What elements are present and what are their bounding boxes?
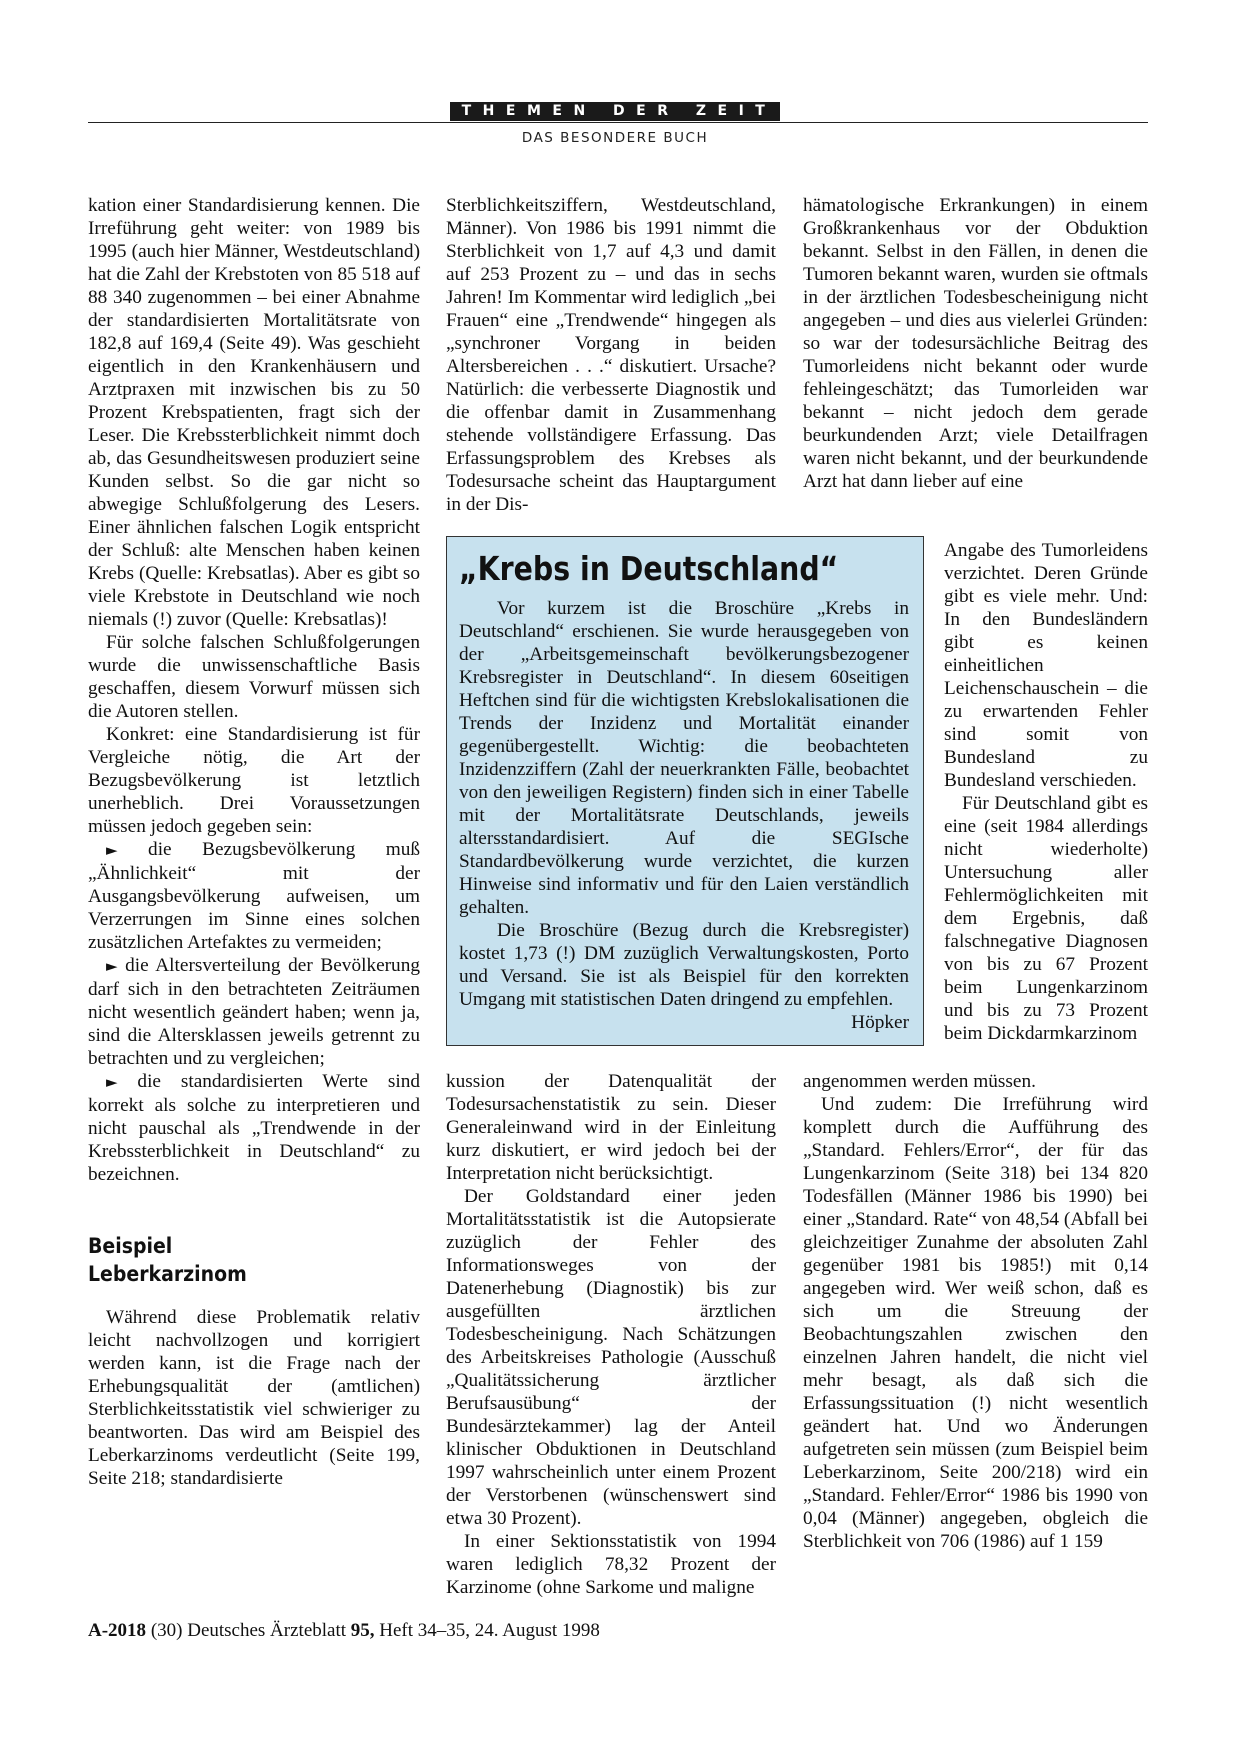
col1-bullet-1	[88, 838, 420, 954]
col2-paragraph-top: Sterblichkeitsziffern, Westdeutschland, Männer). Von 1986 bis 1991 nimmt die Sterblichkeit von 1,7 auf 4,3 und damit auf 253 Prozent zu – und das in sechs Jahren! Im Kommentar wird lediglich „bei Frauen“ eine „Trendwende“ hingegen als „synchroner Vorgang in beiden Altersbereichen . . .“ diskutiert. Ursache? Natürlich: die verbesserte Diagnostik und die offenbar damit in Zusammenhang stehende vollständigere Erfassung. Das Erfassungsproblem des Krebses als Todesursache scheint das Hauptargument in der Dis-	[446, 195, 776, 515]
bullet-text-1: die Bezugsbevölkerung muß „Ähnlichkeit“ mit der Ausgangsbevölkerung aufweisen, um Verzerrungen im Sinne eines solchen zusätzlichen Artefaktes zu vermeiden;	[88, 839, 420, 953]
bullet-text-3: die standardisierten Werte sind korrekt als solche zu interpretieren und nicht pauschal als „Trendwende in der Krebssterblichkeit in Deutschland“ zu bezeichnen.	[88, 1071, 420, 1185]
column-1	[88, 194, 420, 1490]
section-title: THEMEN DER ZEIT	[450, 102, 780, 121]
column-3-top	[803, 194, 1148, 493]
bullet-triangle-icon: ►	[106, 841, 118, 859]
col3-paragraph-continuation: angenommen werden müssen.	[803, 1071, 1036, 1092]
box-title: „Krebs in Deutschland“	[459, 549, 839, 588]
col1-paragraph-1: kation einer Standardisierung kennen. Die Irreführung geht weiter: von 1989 bis 1995 (auch hier Männer, Westdeutschland) hat die Zahl der Krebstoten von 85 518 auf 88 340 zugenommen – bei einer Abnahme der standardisierten Mortalitätsrate von 182,8 auf 169,4 (Seite 49). Was geschieht eigentlich in den Krankenhäusern und Arztpraxen mit inzwischen bis zu 50 Prozent Krebspatienten, fragt sich der Leser. Die Krebssterblichkeit nimmt doch ab, das Gesundheitswesen produziert seine Kunden selbst. So die gar nicht so abwegige Schlußfolgerung des Lesers. Einer ähnlichen falschen Logik entspricht der Schluß: alte Menschen haben keinen Krebs (Quelle: Krebsatlas). Aber es gibt so viele Krebstote in Deutschland wie noch niemals (!) zuvor (Quelle: Krebsatlas)!	[88, 195, 420, 630]
column-2-top	[446, 194, 776, 516]
subheading: Beispiel Leberkarzinom	[88, 1234, 247, 1286]
bullet-triangle-icon: ►	[106, 1073, 118, 1091]
box-paragraph-1: Vor kurzem ist die Broschüre „Krebs in Deutschland“ erschienen. Sie wurde herausgegeben von der „Arbeitsgemeinschaft bevölkerungsbezogener Krebsregister in Deutschland“. In diesem 60seitigen Heftchen sind für die wichtigsten Krebslokalisationen die Trends der Inzidenz und Mortalität einander gegenübergestellt. Wichtig: die beobachteten Inzidenzziffern (Zahl der neuerkrankten Fälle, beobachtet von den jeweiligen Registern) finden sich in einer Tabelle mit der Mortalitätsrate Deutschlands, jeweils altersstandardisiert. Auf die SEGIsche Standardbevölkerung wurde verzichtet, die kurzen Hinweise sind informativ und für den Laien verständlich gehalten.	[459, 598, 909, 918]
col3-narrow-paragraph-1: Angabe des Tumorleidens verzichtet. Deren Gründe gibt es viele mehr. Und: In den Bundesländern gibt es keinen einheitlichen Leichenschauschein – die zu erwartenden Fehler sind somit von Bundesland zu Bundesland verschieden.	[944, 540, 1148, 791]
column-2-bottom	[446, 1070, 776, 1599]
col1-paragraph-4: Während diese Problematik relativ leicht nachvollzogen und korrigiert werden kann, ist die Frage nach der Erhebungsqualität der (amtlichen) Sterblichkeitsstatistik viel schwieriger zu beantworten. Das wird am Beispiel des Leberkarzinoms verdeutlicht (Seite 199, Seite 218; standardisierte	[88, 1307, 420, 1489]
col3-paragraph-top: hämatologische Erkrankungen) in einem Großkrankenhaus vor der Obduktion bekannt. Selbst in den Fällen, in denen die Tumoren bekannt waren, wurden sie oftmals in der ärztlichen Todesbescheinigung nicht angegeben – und dies aus vielerlei Gründen: so war der todesursächliche Beitrag des Tumorleidens nicht bekannt oder wurde fehleingeschätzt; das Tumorleiden war bekannt – nicht jedoch dem gerade beurkundenden Arzt; viele Detailfragen waren nicht bekannt, und der beurkundende Arzt hat dann lieber auf eine	[803, 195, 1148, 492]
box-signature: Höpker	[851, 1012, 909, 1033]
page-footer	[88, 1620, 600, 1642]
col1-bullet-3	[88, 1070, 420, 1186]
col3-paragraph-1: Und zudem: Die Irreführung wird komplett durch die Aufführung des „Standard. Fehlers/Error“, der für das Lungenkarzinom (Seite 318) bei 134 820 Todesfällen (Männer 1986 bis 1990) bei einer „Standard. Rate“ von 48,54 (Abfall bei gleichzeitiger Zunahme der absoluten Zahl gegenüber 1981 bis 1985!) mit 0,14 angegeben wird. Wer weiß schon, daß es sich um die Streuung der Beobachtungszahlen zwischen den einzelnen Jahren handelt, die nicht viel mehr besagt, als daß sich die Erfassungssituation (!) nicht wesentlich geändert hat. Und wo Änderungen aufgetreten sein müssen (zum Beispiel beim Leberkarzinom, Seite 200/218) wird ein „Standard. Fehler/Error“ 1986 bis 1990 von 0,04 (Männer) angegeben, obgleich die Sterblichkeit von 706 (1986) auf 1 159	[803, 1094, 1148, 1552]
box-paragraph-2-text: Die Broschüre (Bezug durch die Krebsregister) kostet 1,73 (!) DM zuzüglich Verwaltungskosten, Porto und Versand. Sie ist als Beispiel für den korrekten Umgang mit statistischen Daten dringend zu empfehlen.	[459, 920, 909, 1010]
column-3-bottom	[803, 1070, 1148, 1553]
col1-bullet-2	[88, 954, 420, 1070]
col2-paragraph-1: kussion der Datenqualität der Todesursachenstatistik zu sein. Dieser Generaleinwand wird in der Einleitung kurz diskutiert, er wird jedoch bei der Interpretation nicht berücksichtigt.	[446, 1071, 776, 1184]
header-rule	[88, 122, 1148, 123]
col2-paragraph-2: Der Goldstandard einer jeden Mortalitätsstatistik ist die Autopsierate zuzüglich der Fehler des Informationsweges von der Datenerhebung (Diagnostik) bis zur ausgefüllten ärztlichen Todesbescheinigung. Nach Schätzungen des Arbeitskreises Pathologie (Ausschuß „Qualitätssicherung ärztlicher Berufsausübung“ der Bundesärztekammer) lag der Anteil klinischer Obduktionen in Deutschland 1997 wahrscheinlich unter einem Prozent der Verstorbenen (wünschenswert sind etwa 30 Prozent).	[446, 1186, 776, 1529]
footer-journal: (30) Deutsches Ärzteblatt	[150, 1620, 347, 1641]
col2-paragraph-3: In einer Sektionsstatistik von 1994 waren lediglich 78,32 Prozent der Karzinome (ohne Sarkome und maligne	[446, 1531, 776, 1598]
sidebar-box	[446, 536, 924, 1046]
bullet-text-2: die Altersverteilung der Bevölkerung darf sich in den betrachteten Zeiträumen nicht wesentlich geändert haben; wenn ja, sind die Altersklassen jeweils getrennt zu betrachten und zu vergleichen;	[88, 955, 420, 1069]
box-paragraph-2	[459, 919, 909, 1011]
page-code: A-2018	[88, 1620, 147, 1641]
footer-issue-date: Heft 34–35, 24. August 1998	[379, 1620, 600, 1641]
col3-narrow-paragraph-2: Für Deutschland gibt es eine (seit 1984 allerdings nicht wiederholte) Untersuchung aller Fehlermöglichkeiten mit dem Ergebnis, daß falschnegative Diagnosen von bis zu 67 Prozent beim Lungenkarzinom und bis zu 73 Prozent beim Dickdarmkarzinom	[944, 793, 1148, 1044]
subsection-title: DAS BESONDERE BUCH	[521, 130, 709, 146]
footer-volume: 95,	[350, 1620, 375, 1641]
col1-paragraph-3: Konkret: eine Standardisierung ist für Vergleiche nötig, die Art der Bezugsbevölkerung ist letztlich unerheblich. Drei Voraussetzungen müssen jedoch gegeben sein:	[88, 724, 420, 837]
column-3-narrow	[944, 539, 1148, 1045]
col1-paragraph-2: Für solche falschen Schlußfolgerungen wurde die unwissenschaftliche Basis geschaffen, diesem Vorwurf müssen sich die Autoren stellen.	[88, 632, 420, 722]
bullet-triangle-icon: ►	[106, 957, 118, 975]
box-body	[459, 597, 909, 1034]
